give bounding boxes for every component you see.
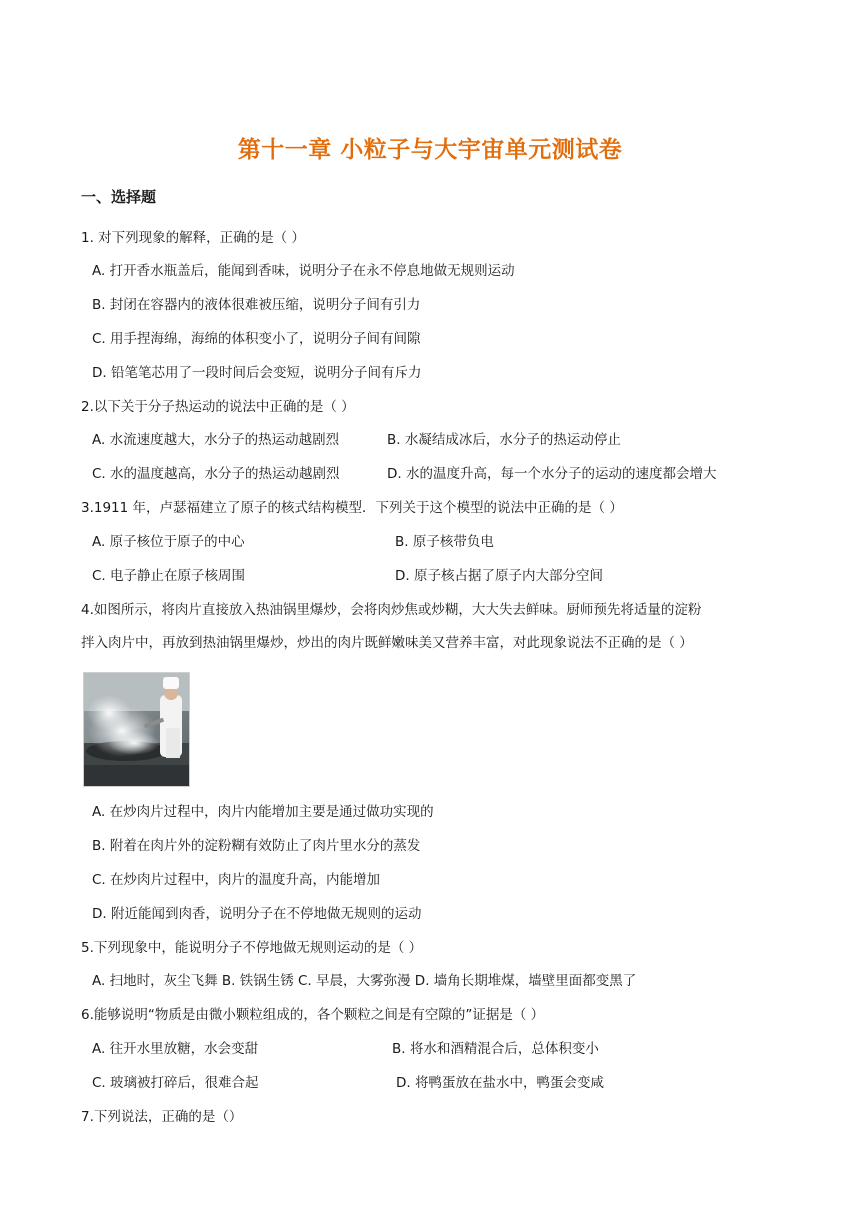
- question-4-option-b: B. 附着在肉片外的淀粉糊有效防止了肉片里水分的蒸发: [92, 838, 421, 854]
- section-heading: 一、选择题: [81, 188, 157, 206]
- question-1-option-d: D. 铅笔笔芯用了一段时间后会变短，说明分子间有斥力: [92, 365, 422, 381]
- question-1-stem: 1. 对下列现象的解释，正确的是（ ）: [81, 230, 305, 246]
- question-6-option-d: D. 将鸭蛋放在盐水中，鸭蛋会变咸: [396, 1075, 604, 1091]
- page-title: 第十一章 小粒子与大宇宙单元测试卷: [237, 137, 623, 163]
- question-5-options: A. 扫地时，灰尘飞舞 B. 铁锅生锈 C. 早晨，大雾弥漫 D. 墙角长期堆煤，墙壁里面都变黑了: [92, 973, 637, 989]
- question-2-stem: 2.以下关于分子热运动的说法中正确的是（ ）: [81, 399, 355, 415]
- question-1-option-a: A. 打开香水瓶盖后，能闻到香味，说明分子在永不停息地做无规则运动: [92, 263, 515, 279]
- question-1-option-c: C. 用手捏海绵，海绵的体积变小了，说明分子间有间隙: [92, 331, 421, 347]
- question-7-stem: 7.下列说法，正确的是（）: [81, 1109, 243, 1125]
- question-4-option-a: A. 在炒肉片过程中，肉片内能增加主要是通过做功实现的: [92, 804, 434, 820]
- question-2-option-d: D. 水的温度升高，每一个水分子的运动的速度都会增大: [387, 466, 717, 482]
- question-3-option-d: D. 原子核占据了原子内大部分空间: [395, 568, 603, 584]
- question-3-option-a: A. 原子核位于原子的中心: [92, 534, 245, 550]
- question-6-option-b: B. 将水和酒精混合后，总体积变小: [392, 1041, 599, 1057]
- chef-cooking-photo: [83, 672, 190, 787]
- question-3-option-b: B. 原子核带负电: [395, 534, 494, 550]
- question-4-stem-line-1: 4.如图所示，将肉片直接放入热油锅里爆炒，会将肉炒焦或炒糊，大大失去鲜味。厨师预先将适量的淀粉: [81, 602, 702, 618]
- question-2-option-b: B. 水凝结成冰后，水分子的热运动停止: [387, 432, 621, 448]
- question-6-stem: 6.能够说明“物质是由微小颗粒组成的，各个颗粒之间是有空隙的”证据是（ ）: [81, 1007, 545, 1023]
- question-6-option-a: A. 往开水里放糖，水会变甜: [92, 1041, 259, 1057]
- question-4-option-d: D. 附近能闻到肉香，说明分子在不停地做无规则的运动: [92, 906, 422, 922]
- question-1-option-b: B. 封闭在容器内的液体很难被压缩，说明分子间有引力: [92, 297, 421, 313]
- question-2-option-c: C. 水的温度越高，水分子的热运动越剧烈: [92, 466, 340, 482]
- question-2-option-a: A. 水流速度越大，水分子的热运动越剧烈: [92, 432, 340, 448]
- question-4-option-c: C. 在炒肉片过程中，肉片的温度升高，内能增加: [92, 872, 381, 888]
- question-5-stem: 5.下列现象中，能说明分子不停地做无规则运动的是（ ）: [81, 940, 423, 956]
- question-3-stem: 3.1911 年，卢瑟福建立了原子的核式结构模型．下列关于这个模型的说法中正确的是（ ）: [81, 500, 623, 516]
- question-4-stem-line-2: 拌入肉片中，再放到热油锅里爆炒，炒出的肉片既鲜嫩味美又营养丰富，对此现象说法不正确的是（ ）: [81, 635, 693, 651]
- question-6-option-c: C. 玻璃被打碎后，很难合起: [92, 1075, 259, 1091]
- question-3-option-c: C. 电子静止在原子核周围: [92, 568, 246, 584]
